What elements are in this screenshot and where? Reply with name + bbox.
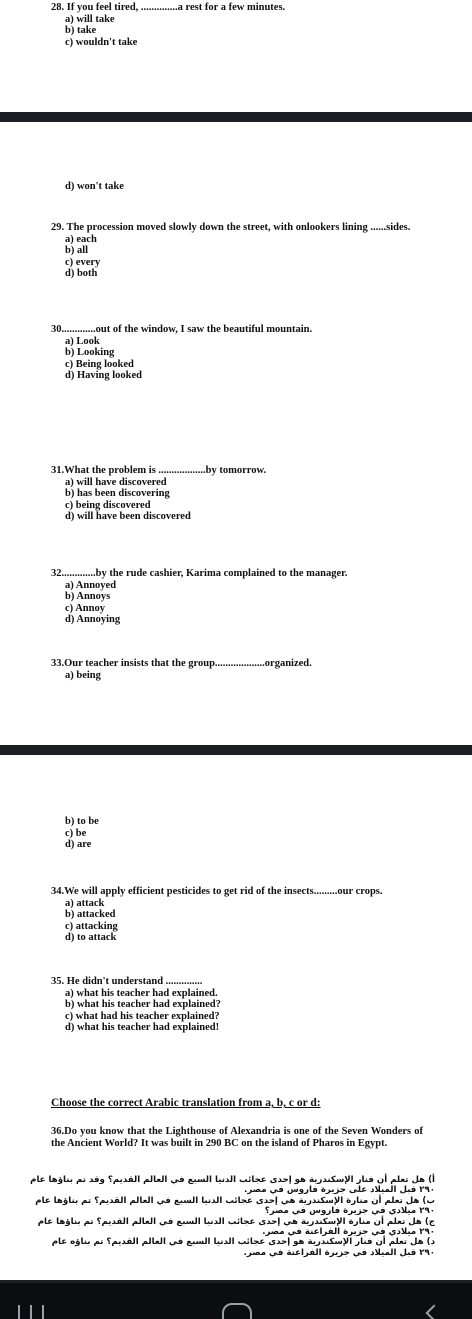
option-b[interactable]: b) what his teacher had explained? [65,999,221,1010]
option-d[interactable]: d) to attack [65,932,117,943]
option-a[interactable]: a) will have discovered [65,476,167,488]
option-c[interactable]: c) every [65,256,101,268]
option-a[interactable]: a) what his teacher had explained. [65,987,218,999]
home-icon[interactable] [206,1285,266,1319]
question-30 [51,324,431,382]
arabic-option-a[interactable]: أ) هل تعلم أن فنار الإسكندرية هو إحدى عجائب الدنيا السبع في العالم القديم؟ وقد تم بناؤها عام ٢٩٠ قبل الميلاد على جزيرة فاروس في مصر. [30,1175,435,1196]
option-d[interactable]: d) what his teacher had explained! [65,1022,220,1033]
option-a[interactable]: a) Look [65,335,100,347]
question-36 [51,1126,423,1149]
option-d[interactable]: d) Having looked [65,370,143,381]
option-b[interactable]: b) Annoys [65,591,111,602]
option-c[interactable]: c) being discovered [65,499,151,511]
page-separator [0,745,472,755]
option-a[interactable]: a) will take [65,13,115,25]
option-d[interactable]: d) Annoying [65,614,121,625]
arabic-options [30,1175,435,1258]
question-28-continued [51,181,431,193]
question-stem: 35. He didn't understand .............. [51,976,203,987]
section-heading: Choose the correct Arabic translation from a, b, c or d: [51,1097,321,1109]
option-b[interactable]: b) has been discovering [65,488,170,499]
question-28 [51,2,431,48]
page-separator [0,112,472,122]
question-33-continued [51,816,431,851]
question-stem: 28. If you feel tired, ..............a rest for a few minutes. [51,2,286,13]
option-b[interactable]: b) take [65,25,97,36]
question-stem: 30.............out of the window, I saw the beautiful mountain. [51,324,313,335]
question-stem: 32.............by the rude cashier, Karima complained to the manager. [51,568,348,579]
option-c[interactable]: c) attacking [65,920,118,932]
option-b[interactable]: b) Looking [65,347,115,358]
question-stem: 36.Do you know that the Lighthouse of Alexandria is one of the Seven Wonders of the Ancient World? It was built in 290 BC on the island of Pharos in Egypt. [51,1126,423,1149]
question-stem: 29. The procession moved slowly down the street, with onlookers lining ......sides. [51,222,411,233]
question-35 [51,976,431,1034]
option-d[interactable]: d) won't take [65,181,124,192]
question-stem: 34.We will apply efficient pesticides to get rid of the insects.........our crops. [51,886,383,897]
recent-apps-icon[interactable] [2,1285,62,1319]
option-d[interactable]: d) are [65,839,92,850]
option-a[interactable]: a) attack [65,897,105,909]
option-d[interactable]: d) both [65,268,98,279]
question-31 [51,465,431,523]
question-29 [51,222,431,280]
question-stem: 33.Our teacher insists that the group...................organized. [51,658,312,669]
option-c[interactable]: c) what had his teacher explained? [65,1010,220,1022]
option-a[interactable]: a) Annoyed [65,579,117,591]
option-b[interactable]: b) to be [65,816,99,827]
option-c[interactable]: c) wouldn't take [65,36,138,48]
question-32 [51,568,431,626]
question-stem: 31.What the problem is ..................by tomorrow. [51,465,267,476]
option-a[interactable]: a) being [65,669,101,681]
question-34 [51,886,431,944]
option-c[interactable]: c) be [65,827,87,839]
option-b[interactable]: b) attacked [65,909,116,920]
option-c[interactable]: c) Being looked [65,358,134,370]
option-c[interactable]: c) Annoy [65,602,105,614]
option-b[interactable]: b) all [65,245,89,256]
arabic-option-c[interactable]: ج) هل تعلم أن منارة الإسكندرية هي إحدى عجائب الدنيا السبع في العالم القديم؟ تم بناؤها عام ٢٩٠ ميلادي في جزيرة الفراعنة في مصر. [37,1216,435,1238]
arabic-option-d[interactable]: د) هل تعلم أن فنار الإسكندرية هو إحدى عجائب الدنيا السبع في العالم القديم؟ تم بناؤه عام ٢٩٠ قبل الميلاد في جزيرة الفراعنة في مصر. [51,1237,435,1258]
option-a[interactable]: a) each [65,233,97,245]
arabic-option-b[interactable]: ب) هل تعلم أن منارة الإسكندرية هي إحدى عجائب الدنيا السبع في العالم القديم؟ تم بناؤها عام ٢٩٠ ميلادي في جزيرة فاروس في مصر؟ [35,1195,435,1217]
option-d[interactable]: d) will have been discovered [65,511,191,522]
back-icon[interactable] [400,1285,460,1319]
navigation-bar [0,1283,472,1319]
question-33 [51,658,431,681]
